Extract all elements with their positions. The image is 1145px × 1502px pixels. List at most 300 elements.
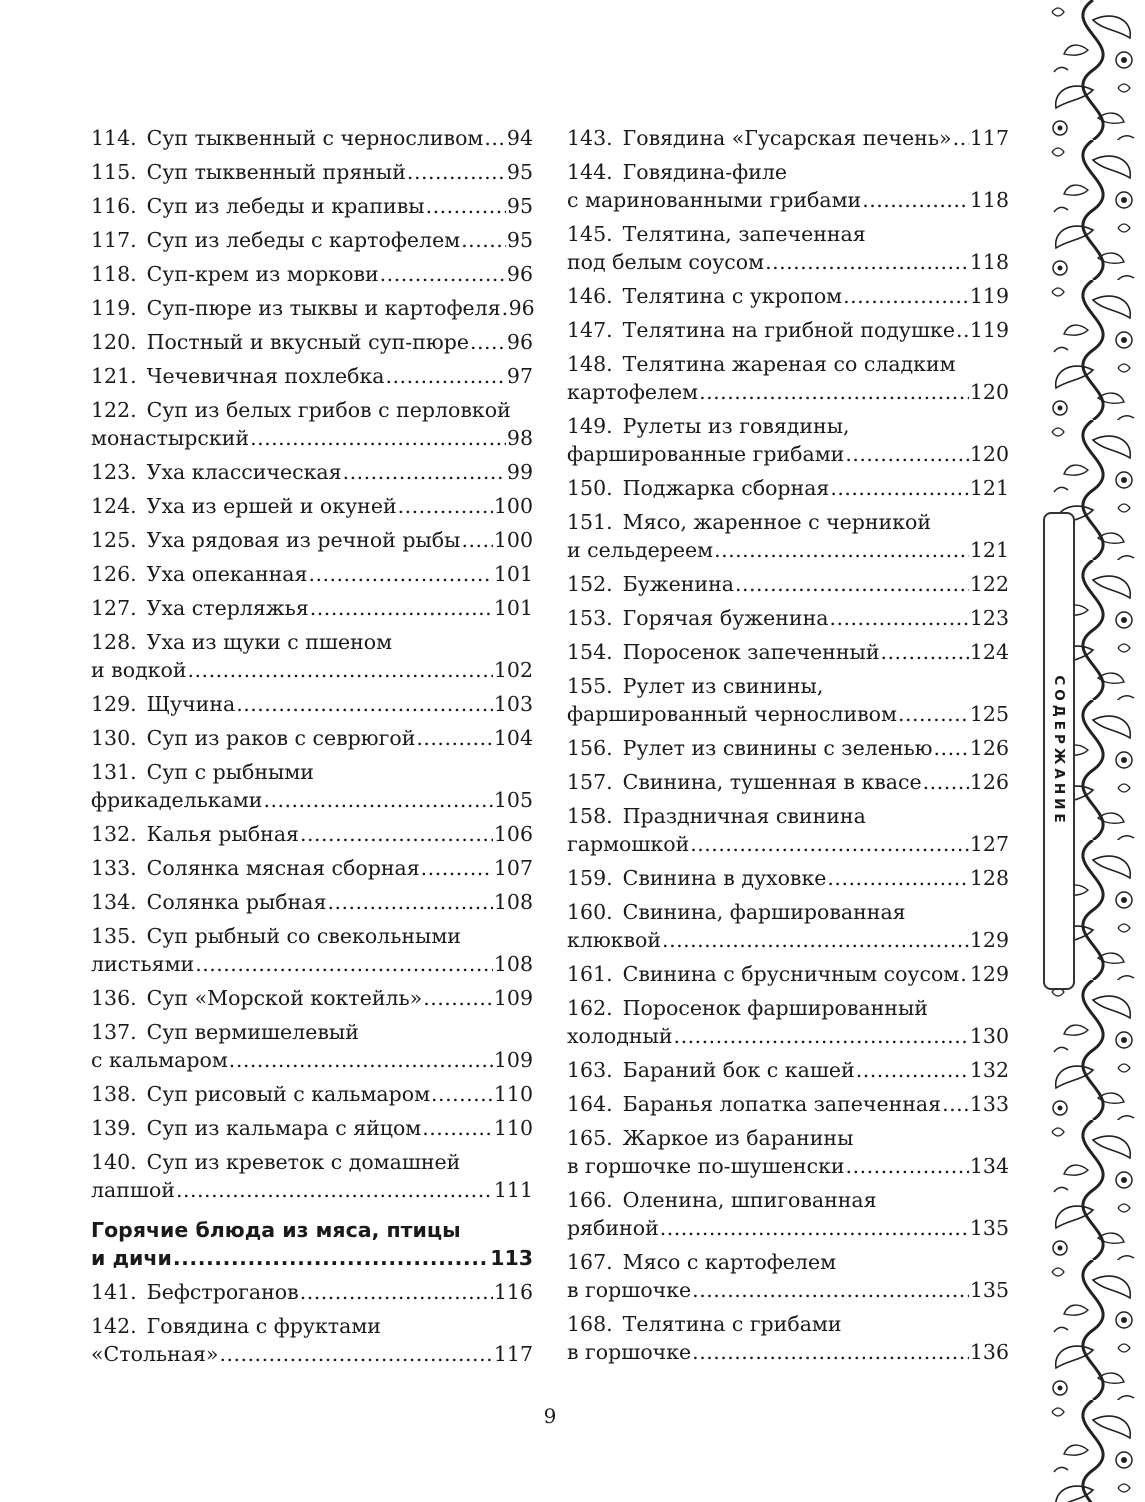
toc-entry-number: 142.: [91, 1314, 137, 1338]
toc-entry-number: 118.: [91, 262, 137, 286]
toc-entry[interactable]: [91, 1018, 533, 1074]
toc-entry[interactable]: [91, 690, 533, 718]
toc-section-heading[interactable]: [91, 1216, 533, 1272]
toc-entry-line: [567, 316, 1009, 344]
toc-entry-page: 107: [493, 856, 533, 880]
toc-entry-title: Солянка мясная сборная: [146, 856, 420, 880]
toc-entry-number: 139.: [91, 1116, 137, 1140]
toc-entry-title: Рулеты из говядины,: [622, 414, 850, 438]
toc-entry-line: [567, 1152, 1009, 1180]
leader-dots: [343, 458, 506, 486]
toc-entry-line: [567, 926, 1009, 954]
toc-entry-page: 109: [493, 986, 533, 1010]
toc-entry[interactable]: [567, 1310, 1009, 1366]
leader-dots: [195, 950, 493, 978]
toc-entry[interactable]: [567, 570, 1009, 598]
toc-entry-line: [91, 690, 533, 718]
toc-entry[interactable]: [567, 1056, 1009, 1084]
toc-entry-line: [567, 350, 1009, 378]
leader-dots: [923, 768, 969, 796]
toc-entry[interactable]: [91, 396, 533, 452]
toc-entry-page: 103: [493, 692, 533, 716]
toc-entry-line: [567, 378, 1009, 406]
toc-entry-page: 126: [969, 770, 1009, 794]
toc-entry-page: 130: [969, 1024, 1009, 1048]
toc-entry[interactable]: [91, 192, 533, 220]
toc-entry[interactable]: [567, 994, 1009, 1050]
leader-dots: [827, 864, 968, 892]
leader-dots: [953, 124, 969, 152]
leader-dots: [662, 926, 969, 954]
toc-entry-number: 166.: [567, 1188, 613, 1212]
toc-entry-number: 146.: [567, 284, 613, 308]
toc-entry-title: Суп из раков с севрюгой: [146, 726, 416, 750]
toc-entry-number: 135.: [91, 924, 137, 948]
toc-entry[interactable]: [567, 220, 1009, 276]
toc-entry-title: Праздничная свинина: [622, 804, 866, 828]
leader-dots: [423, 984, 493, 1012]
leader-dots: [846, 1152, 969, 1180]
toc-entry-number: 163.: [567, 1058, 613, 1082]
toc-entry-title: монастырский: [91, 426, 250, 450]
leader-dots: [934, 734, 969, 762]
toc-entry[interactable]: [91, 1080, 533, 1108]
toc-entry[interactable]: [91, 226, 533, 254]
toc-entry-page: 120: [969, 442, 1009, 466]
toc-entry-line: [567, 672, 1009, 700]
toc-entry-line: [91, 226, 533, 254]
toc-entry-page: 101: [493, 596, 533, 620]
toc-entry-line: [91, 594, 533, 622]
toc-entry[interactable]: [91, 984, 533, 1012]
toc-entry-number: 140.: [91, 1150, 137, 1174]
toc-entry-line: [567, 248, 1009, 276]
toc-entry-page: 109: [493, 1048, 533, 1072]
leader-dots: [660, 1214, 969, 1242]
toc-entry-line: [91, 260, 533, 288]
toc-entry-line: [567, 1090, 1009, 1118]
toc-entry-number: 167.: [567, 1250, 613, 1274]
toc-entry-title: холодный: [567, 1024, 673, 1048]
toc-entry[interactable]: [567, 124, 1009, 152]
toc-entry-number: 149.: [567, 414, 613, 438]
leader-dots: [407, 158, 506, 186]
toc-entry[interactable]: [91, 1312, 533, 1368]
toc-entry-number: 160.: [567, 900, 613, 924]
leader-dots: [461, 526, 492, 554]
leader-dots: [398, 492, 493, 520]
toc-right-column: [567, 124, 1009, 1372]
toc-entry[interactable]: [91, 328, 533, 356]
toc-entry-page: 135: [969, 1216, 1009, 1240]
toc-entry-title: Уха рядовая из речной рыбы: [146, 528, 461, 552]
toc-entry-line: [91, 124, 533, 152]
toc-entry-line: [91, 424, 533, 452]
leader-dots: [188, 656, 493, 684]
toc-entry-page: 126: [969, 736, 1009, 760]
leader-dots: [219, 1340, 492, 1368]
toc-entry-line: [567, 864, 1009, 892]
leader-dots: [229, 1046, 493, 1074]
toc-entry-number: 165.: [567, 1126, 613, 1150]
toc-entry-line: [91, 1340, 533, 1368]
toc-entry-page: 122: [969, 572, 1009, 596]
toc-entry[interactable]: [567, 960, 1009, 988]
toc-entry[interactable]: [91, 1148, 533, 1204]
toc-entry-line: [567, 1248, 1009, 1276]
toc-entry-number: 119.: [91, 296, 137, 320]
leader-dots: [421, 854, 493, 882]
toc-entry-line: [567, 220, 1009, 248]
leader-dots: [845, 440, 969, 468]
toc-entry[interactable]: [567, 1248, 1009, 1304]
toc-entry-number: 138.: [91, 1082, 137, 1106]
toc-entry-page: 119: [969, 318, 1009, 342]
toc-entry-line: [567, 412, 1009, 440]
leader-dots: [300, 820, 493, 848]
toc-entry-title: фаршированные грибами: [567, 442, 845, 466]
leader-dots: [735, 570, 969, 598]
toc-entry-line: [91, 1046, 533, 1074]
leader-dots: [714, 536, 969, 564]
toc-entry-title: Уха стерляжья: [146, 596, 309, 620]
toc-entry-page: 96: [508, 296, 535, 320]
toc-entry-page: 97: [506, 364, 533, 388]
toc-entry-line: [91, 1312, 533, 1340]
toc-entry[interactable]: [91, 724, 533, 752]
toc-entry-title: гармошкой: [567, 832, 690, 856]
toc-entry-title: Калья рыбная: [146, 822, 299, 846]
toc-entry[interactable]: [91, 124, 533, 152]
toc-entry-title: Суп с рыбными: [146, 760, 314, 784]
leader-dots: [173, 1244, 489, 1272]
leader-dots: [692, 1276, 969, 1304]
toc-entry-title: Жаркое из баранины: [622, 1126, 854, 1150]
toc-entry-page: 119: [969, 284, 1009, 308]
toc-entry-line: [567, 124, 1009, 152]
toc-entry-title: Свинина в духовке: [622, 866, 827, 890]
toc-entry-page: 116: [493, 1280, 533, 1304]
toc-entry-title: в горшочке: [567, 1278, 692, 1302]
toc-entry[interactable]: [91, 888, 533, 916]
toc-entry-line: [567, 1022, 1009, 1050]
leader-dots: [502, 294, 508, 322]
toc-entry-title: Баранья лопатка запеченная: [622, 1092, 942, 1116]
toc-entry[interactable]: [91, 820, 533, 848]
toc-entry-title: Суп из лебеды с картофелем: [146, 228, 461, 252]
toc-entry-title: Суп рыбный со свекольными: [146, 924, 461, 948]
toc-entry-page: 123: [969, 606, 1009, 630]
toc-entry-line: [91, 922, 533, 950]
toc-entry-title: Телятина жареная со сладким: [622, 352, 956, 376]
toc-entry-page: 96: [506, 330, 533, 354]
toc-entry-line: [567, 1276, 1009, 1304]
toc-entry-title: с кальмаром: [91, 1048, 228, 1072]
toc-entry[interactable]: [91, 492, 533, 520]
toc-entry-number: 151.: [567, 510, 613, 534]
toc-entry-page: 117: [493, 1342, 533, 1366]
toc-entry[interactable]: [91, 260, 533, 288]
toc-entry-title: и сельдереем: [567, 538, 714, 562]
toc-entry-line: [567, 638, 1009, 666]
leader-dots: [830, 474, 969, 502]
toc-entry-line: [91, 1114, 533, 1142]
toc-entry[interactable]: [567, 350, 1009, 406]
toc-entry-page: 95: [506, 160, 533, 184]
toc-entry-number: 125.: [91, 528, 137, 552]
toc-entry-number: 144.: [567, 160, 613, 184]
toc-entry-number: 115.: [91, 160, 137, 184]
toc-entry-title: Свинина, тушенная в квасе: [622, 770, 922, 794]
toc-entry-number: 132.: [91, 822, 137, 846]
toc-entry-title: Телятина с грибами: [622, 1312, 842, 1336]
toc-entry-page: 136: [969, 1340, 1009, 1364]
toc-entry-title: Суп тыквенный с черносливом: [146, 126, 484, 150]
toc-entry[interactable]: [567, 508, 1009, 564]
toc-entry-number: 145.: [567, 222, 613, 246]
toc-entry-number: 153.: [567, 606, 613, 630]
toc-entry-line: [91, 158, 533, 186]
leader-dots: [898, 700, 969, 728]
toc-entry-number: 116.: [91, 194, 137, 218]
toc-entry[interactable]: [91, 922, 533, 978]
toc-entry-title: Постный и вкусный суп-пюре: [146, 330, 469, 354]
toc-entry[interactable]: [91, 158, 533, 186]
toc-entry-title: Телятина на грибной подушке: [622, 318, 955, 342]
toc-entry-page: 121: [969, 538, 1009, 562]
toc-entry-page: 118: [969, 188, 1009, 212]
toc-entry-number: 162.: [567, 996, 613, 1020]
toc-entry-page: 132: [969, 1058, 1009, 1082]
toc-entry-page: 118: [969, 250, 1009, 274]
toc-entry-title: Суп из кальмара с яйцом: [146, 1116, 422, 1140]
toc-entry-line: [567, 1338, 1009, 1366]
toc-left-column: [91, 124, 533, 1374]
toc-entry[interactable]: [567, 412, 1009, 468]
toc-entry-line: [567, 700, 1009, 728]
leader-dots: [461, 226, 506, 254]
toc-entry-title: с маринованными грибами: [567, 188, 862, 212]
leader-dots: [431, 1080, 493, 1108]
toc-entry-number: 150.: [567, 476, 613, 500]
toc-entry[interactable]: [567, 282, 1009, 310]
toc-entry-title: Суп рисовый с кальмаром: [146, 1082, 431, 1106]
toc-entry-page: 106: [493, 822, 533, 846]
toc-entry-title: фаршированный черносливом: [567, 702, 897, 726]
toc-entry-line: [567, 1056, 1009, 1084]
toc-entry-line: [567, 440, 1009, 468]
toc-entry-title: в горшочке: [567, 1340, 692, 1364]
toc-entry-line: [91, 1278, 533, 1306]
toc-entry-title: Суп тыквенный пряный: [146, 160, 406, 184]
toc-entry[interactable]: [91, 526, 533, 554]
toc-entry-line: [91, 656, 533, 684]
toc-entry-page: 96: [506, 262, 533, 286]
toc-entry-page: 111: [493, 1178, 533, 1202]
toc-entry[interactable]: [567, 768, 1009, 796]
toc-entry-line: [567, 960, 1009, 988]
toc-entry-page: 98: [506, 426, 533, 450]
toc-entry-line: [91, 526, 533, 554]
toc-entry-title: Суп «Морской коктейль»: [146, 986, 423, 1010]
toc-entry[interactable]: [567, 604, 1009, 632]
toc-entry-number: 128.: [91, 630, 137, 654]
leader-dots: [310, 594, 493, 622]
toc-entry[interactable]: [567, 158, 1009, 214]
toc-entry-line: [567, 536, 1009, 564]
toc-entry-number: 143.: [567, 126, 613, 150]
toc-entry-title: Суп вермишелевый: [146, 1020, 359, 1044]
toc-entry-number: 168.: [567, 1312, 613, 1336]
toc-entry-number: 161.: [567, 962, 613, 986]
toc-entry-number: 158.: [567, 804, 613, 828]
toc-entry-line: [91, 362, 533, 390]
toc-entry-title: Уха из ершей и окуней: [146, 494, 397, 518]
toc-entry-number: 148.: [567, 352, 613, 376]
leader-dots: [300, 1278, 493, 1306]
toc-entry-number: 156.: [567, 736, 613, 760]
leader-dots: [829, 604, 968, 632]
toc-entry-line: [567, 994, 1009, 1022]
toc-entry-page: 105: [493, 788, 533, 812]
toc-entry-number: 120.: [91, 330, 137, 354]
toc-entry-page: 121: [969, 476, 1009, 500]
toc-entry-page: 99: [506, 460, 533, 484]
toc-entry[interactable]: [91, 458, 533, 486]
toc-entry-line: [567, 734, 1009, 762]
toc-entry-line: [567, 604, 1009, 632]
toc-entry[interactable]: [91, 854, 533, 882]
section-line: Горячие блюда из мяса, птицы: [91, 1218, 461, 1242]
toc-entry-number: 152.: [567, 572, 613, 596]
toc-entry-number: 122.: [91, 398, 137, 422]
toc-entry[interactable]: [567, 638, 1009, 666]
toc-entry[interactable]: [91, 362, 533, 390]
toc-entry-title: Мясо с картофелем: [622, 1250, 837, 1274]
toc-entry-number: 136.: [91, 986, 137, 1010]
toc-entry-title: Суп из креветок с домашней: [146, 1150, 461, 1174]
toc-entry-title: Уха опеканная: [146, 562, 308, 586]
toc-entry-number: 121.: [91, 364, 137, 388]
toc-entry-page: 104: [493, 726, 533, 750]
toc-entry-line: [91, 1176, 533, 1204]
toc-entry[interactable]: [91, 560, 533, 588]
toc-entry-line: [91, 294, 533, 322]
toc-entry-page: 124: [969, 640, 1009, 664]
toc-entry-title: Говядина «Гусарская печень»: [622, 126, 952, 150]
toc-entry-line: [91, 492, 533, 520]
leader-dots: [236, 690, 493, 718]
toc-list-left: [91, 124, 533, 1204]
toc-entry-line: [91, 396, 533, 424]
toc-entry-title: «Стольная»: [91, 1342, 219, 1366]
toc-entry[interactable]: [91, 1114, 533, 1142]
toc-entry[interactable]: [567, 474, 1009, 502]
toc-entry[interactable]: [567, 672, 1009, 728]
section-tab-label: СОДЕРЖАНИЕ: [1051, 675, 1067, 827]
section-page: 113: [490, 1246, 533, 1270]
toc-entry-title: Бефстроганов: [146, 1280, 299, 1304]
toc-entry-line: [91, 1018, 533, 1046]
toc-entry-title: Телятина с укропом: [622, 284, 843, 308]
toc-entry[interactable]: [91, 628, 533, 684]
toc-entry-page: 135: [969, 1278, 1009, 1302]
toc-entry-title: Чечевичная похлебка: [146, 364, 385, 388]
leader-dots: [956, 316, 969, 344]
toc-entry-line: [91, 1148, 533, 1176]
toc-entry[interactable]: [567, 802, 1009, 858]
toc-entry[interactable]: [567, 864, 1009, 892]
leader-dots: [942, 1090, 969, 1118]
toc-entry-line: [567, 282, 1009, 310]
toc-entry-title: Щучина: [146, 692, 236, 716]
toc-entry-page: 100: [493, 494, 533, 518]
toc-entry[interactable]: [91, 594, 533, 622]
toc-entry[interactable]: [567, 1124, 1009, 1180]
toc-entry-title: картофелем: [567, 380, 699, 404]
toc-entry-page: 128: [969, 866, 1009, 890]
section-line: и дичи ..... 113: [91, 1244, 533, 1272]
toc-entry-title: клюквой: [567, 928, 662, 952]
toc-entry[interactable]: [567, 898, 1009, 954]
leader-dots: [484, 124, 506, 152]
toc-entry[interactable]: [567, 734, 1009, 762]
toc-entry-line: [91, 984, 533, 1012]
toc-entry-page: 120: [969, 380, 1009, 404]
toc-entry-line: [91, 1080, 533, 1108]
toc-entry[interactable]: [91, 1278, 533, 1306]
toc-entry[interactable]: [567, 316, 1009, 344]
toc-entry-page: 129: [969, 962, 1009, 986]
toc-entry-title: Говядина с фруктами: [146, 1314, 381, 1338]
leader-dots: [856, 1056, 969, 1084]
leader-dots: [470, 328, 506, 356]
toc-entry[interactable]: [91, 758, 533, 814]
toc-entry-page: 133: [969, 1092, 1009, 1116]
toc-entry-line: [91, 820, 533, 848]
toc-entry-page: 110: [493, 1082, 533, 1106]
toc-entry-title: Поджарка сборная: [622, 476, 830, 500]
toc-entry-line: [567, 508, 1009, 536]
toc-entry-line: [567, 1186, 1009, 1214]
toc-entry-line: [567, 158, 1009, 186]
toc-entry-number: 147.: [567, 318, 613, 342]
toc-entry-page: 108: [493, 952, 533, 976]
leader-dots: [263, 786, 492, 814]
toc-entry-number: 114.: [91, 126, 137, 150]
toc-entry-page: 102: [493, 658, 533, 682]
toc-entry-number: 130.: [91, 726, 137, 750]
toc-entry-title: лапшой: [91, 1178, 175, 1202]
toc-entry-title: Мясо, жаренное с черникой: [622, 510, 932, 534]
toc-entry-number: 141.: [91, 1280, 137, 1304]
toc-entry-line: [567, 1310, 1009, 1338]
toc-entry[interactable]: [567, 1090, 1009, 1118]
toc-entry[interactable]: [91, 294, 533, 322]
toc-entry-line: [567, 186, 1009, 214]
leader-dots: [176, 1176, 493, 1204]
toc-entry-page: 127: [969, 832, 1009, 856]
leader-dots: [308, 560, 492, 588]
toc-entry-title: Поросенок запеченный: [622, 640, 880, 664]
toc-entry-number: 133.: [91, 856, 137, 880]
toc-entry-page: 95: [506, 194, 533, 218]
toc-list-left-after: [91, 1278, 533, 1368]
toc-entry-number: 129.: [91, 692, 137, 716]
toc-entry-line: [91, 888, 533, 916]
toc-entry-title: Свинина с брусничным соусом: [622, 962, 960, 986]
toc-entry[interactable]: [567, 1186, 1009, 1242]
